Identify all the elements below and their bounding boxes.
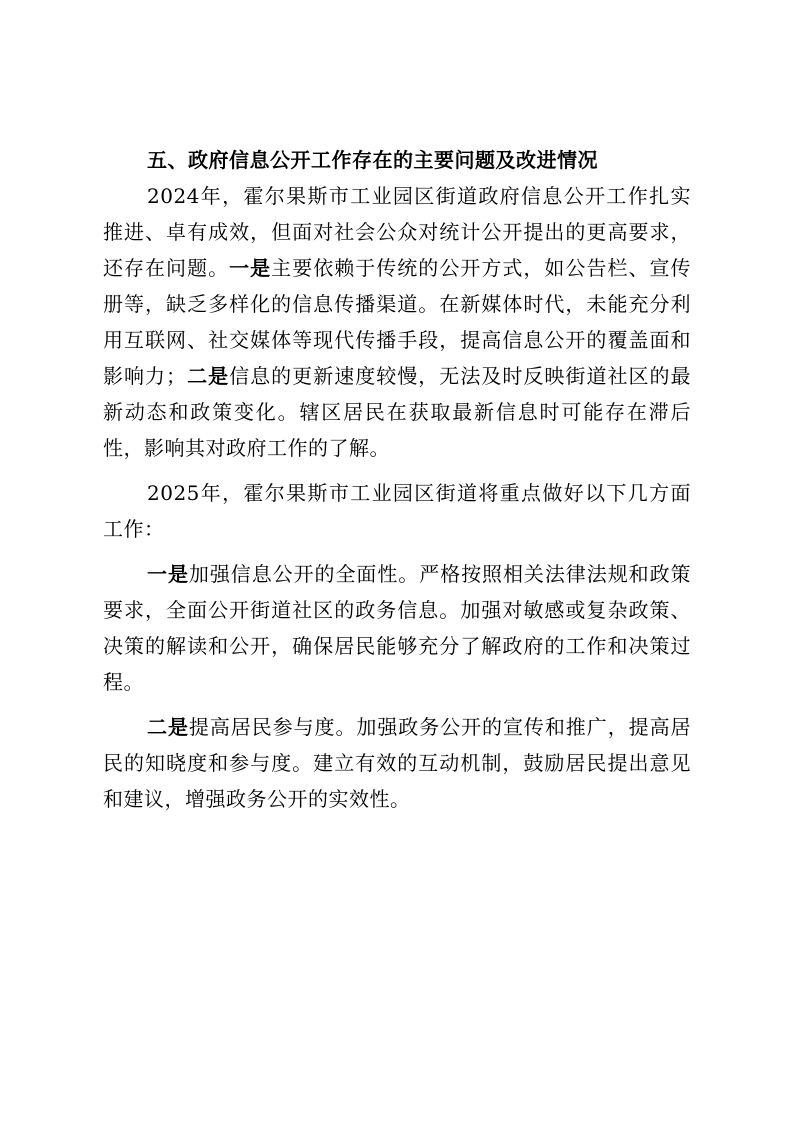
- paragraph-text: 主要依赖于传统的公开方式，如公告栏、宣传册等，缺乏多样化的信息传播渠道。在新媒体时代，未能充分利用互联网、社交媒体等现代传播手段，提高信息公开的覆盖面和影响力；: [103, 256, 692, 388]
- paragraph-2024-problems: [103, 178, 691, 466]
- paragraph-2025-plan: [103, 475, 691, 547]
- paragraph-text: 2025年，霍尔果斯市工业园区街道将重点做好以下几方面工作：: [103, 481, 691, 541]
- document-body: [103, 142, 691, 817]
- paragraph-text: 2024年，霍尔果斯市工业园区街道政府信息公开工作扎实推进、卓有成效，但面对社会公众对统计公开提出的更高要求，还存在问题。: [103, 184, 691, 280]
- paragraph-text: 提高居民参与度。加强政务公开的宣传和推广，提高居民的知晓度和参与度。建立有效的互动机制，鼓励居民提出意见和建议，增强政务公开的实效性。: [103, 715, 692, 811]
- section-heading: 五、政府信息公开工作存在的主要问题及改进情况: [147, 148, 598, 172]
- paragraph-text: 信息的更新速度较慢，无法及时反映街道社区的最新动态和政策变化。辖区居民在获取最新信息时可能存在滞后性，影响其对政府工作的了解。: [103, 364, 692, 460]
- lead-marker-first: 一是: [229, 256, 272, 280]
- lead-marker-second: 二是: [147, 715, 189, 739]
- lead-marker-second: 二是: [186, 364, 230, 388]
- paragraph-text: 加强信息公开的全面性。严格按照相关法律法规和政策要求，全面公开街道社区的政务信息。加强对敏感或复杂政策、决策的解读和公开，确保居民能够充分了解政府的工作和决策过程。: [103, 562, 692, 694]
- lead-marker-first: 一是: [147, 562, 189, 586]
- paragraph-plan-item-1: [103, 556, 691, 700]
- paragraph-plan-item-2: [103, 709, 691, 817]
